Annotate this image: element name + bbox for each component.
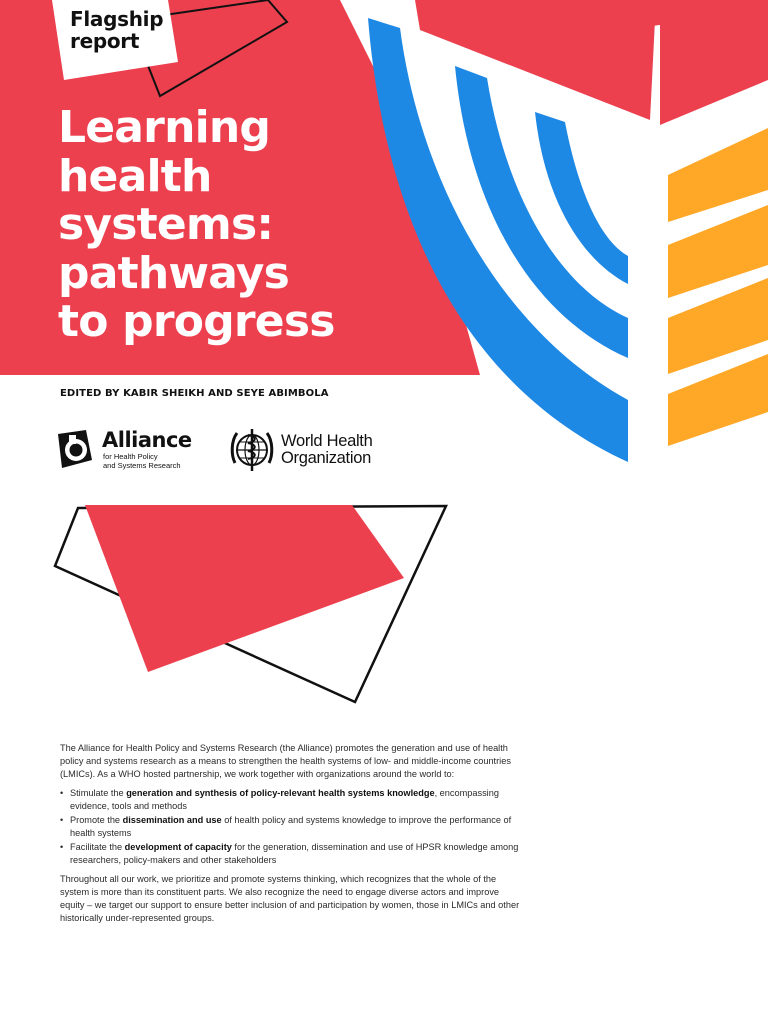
report-title — [58, 104, 438, 347]
title-line-4: pathways — [58, 247, 290, 299]
title-line-5: to progress — [58, 296, 335, 347]
lower-red-square — [85, 505, 404, 672]
closing-paragraph: Throughout all our work, we prioritize and promote systems thinking, which recognizes that the whole of the system is more than its constituent parts. We also recognize the need to engage diverse actors and improve equity – we target our support to ensure better inclusion of and participation by women, those in LMICs and other historically under-represented groups. — [60, 874, 520, 923]
goal-item — [60, 787, 520, 813]
title-line-1: Learning — [58, 102, 271, 153]
goals-list — [60, 787, 520, 867]
orange-stripe-1 — [668, 128, 768, 222]
goal-bold: generation and synthesis of policy-relevant health systems knowledge — [126, 788, 435, 798]
goal-pre: Stimulate the — [70, 788, 127, 798]
editors-credit: EDITED BY KABIR SHEIKH AND SEYE ABIMBOLA — [60, 388, 329, 399]
goal-item — [60, 841, 520, 867]
goal-bold: development of capacity — [124, 842, 232, 852]
goal-post: , encompassing evidence, tools and methods — [70, 788, 499, 811]
goal-post: of health policy and systems knowledge to improve the performance of health systems — [70, 815, 512, 838]
goal-post: for the generation, dissemination and use of HPSR knowledge among researchers, policy-makers and other stakeholders — [70, 842, 519, 865]
alliance-logo-icon — [56, 430, 94, 470]
intro-paragraph: The Alliance for Health Policy and Systems Research (the Alliance) promotes the generation and use of health policy and systems research as a means to strengthen the health systems of low- and middle-income countries (LMICs). As a WHO hosted partnership, we work together with organizations around the world to: — [60, 743, 511, 779]
goal-pre: Facilitate the — [70, 842, 125, 852]
about-alliance-text — [60, 742, 520, 931]
goal-bold: dissemination and use — [122, 815, 222, 825]
alliance-sub-line-2: and Systems Research — [103, 461, 181, 470]
who-name — [281, 433, 372, 467]
who-emblem-icon — [227, 427, 277, 473]
alliance-subtitle — [103, 452, 181, 470]
flagship-badge — [70, 8, 163, 52]
alliance-sub-line-1: for Health Policy — [103, 452, 158, 461]
who-name-line-1: World Health — [281, 432, 373, 450]
badge-line-2: report — [70, 29, 140, 53]
who-name-line-2: Organization — [281, 449, 371, 467]
title-line-3: systems: — [58, 199, 274, 250]
badge-line-1: Flagship — [70, 7, 164, 31]
title-line-2: health — [58, 150, 212, 202]
goal-pre: Promote the — [70, 815, 123, 825]
alliance-name: Alliance — [102, 428, 192, 452]
goal-item — [60, 814, 520, 840]
